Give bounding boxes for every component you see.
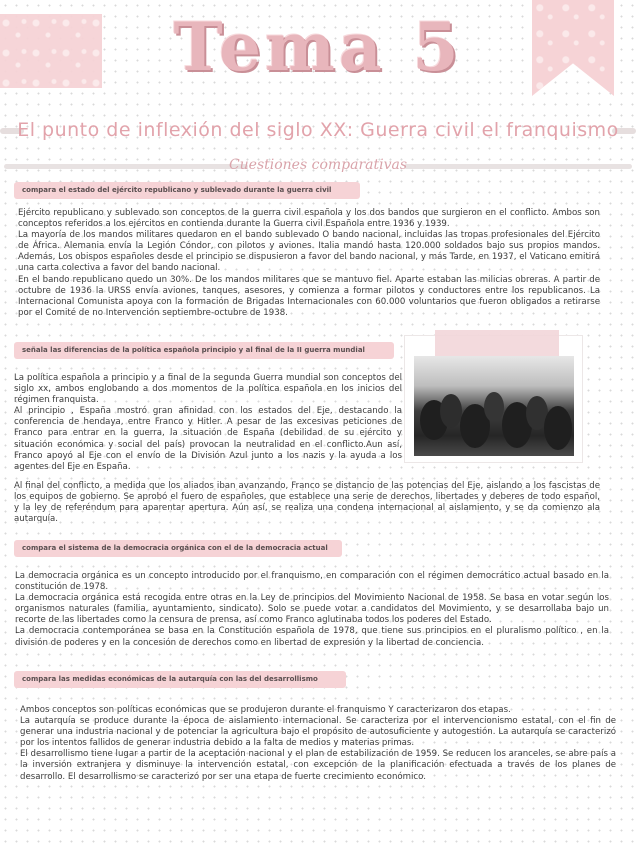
answer-2-top [14,373,402,473]
section-label: Cuestiones comparativas [228,157,408,173]
answer-3-paragraph: La democracia contemporánea se basa en la Constitución española de 1978, que tiene sus principios en el pluralismo político , en la división de poderes y en la concesión de derechos como en libertad de expresión y la libertad de conciencia. [15,626,609,648]
section-divider [0,157,636,177]
answer-4 [20,705,616,783]
answer-2-paragraph: Al principio , España mostró gran afinidad con los estados del Eje, destacando la conferencia de hendaya, entre Franco y Hitler. A pesar de las excesivas peticiones de Franco para entrar en la guerra, la situación de España (debilidad de su ejército y situación económica y social del país) provocan la neutralidad en el conflicto.Aun así, Franco apoyó al Eje con el envío de la División Azul junto a los nazis y la ayuda a los agentes del Eje en España. [14,406,402,472]
photo-tape-decoration [435,330,559,356]
answer-1-paragraph: Ejército republicano y sublevado son conceptos de la guerra civil española y los dos bandos que surgieron en el conflicto. Ambos son conceptos referidos a los ejércitos en contienda durante la Guerra civil Española entre 1936 y 1939. [18,208,600,230]
page-title: Tema 5 [173,8,463,86]
historical-photo [414,356,574,456]
question-heading-1: compara el estado del ejército republicano y sublevado durante la guerra civil [14,182,360,199]
answer-3 [15,571,609,649]
answer-2-paragraph: La política española a principio y a final de la segunda Guerra mundial son conceptos del siglo xx, ambos englobando a dos momentos de la política española en los inicios del régimen franquista. [14,373,402,406]
answer-3-paragraph: La democracia orgánica es un concepto introducido por el franquismo, en comparación con el régimen democrático actual basado en la constitución de 1978. [15,571,609,593]
question-heading-3: compara el sistema de la democracia orgánica con el de la democracia actual [14,540,342,557]
answer-2-paragraph: Al final del conflicto, a medida que los aliados iban avanzando, Franco se distancio de las potencias del Eje, aislando a los fascistas de los equipos de gobierno. Se aprobó el fuero de españoles, que establece una serie de derechos, libertades y deberes de todo español, y la ley de referéndum para aparentar apertura. Aún así, se realiza una condena internacional al aislamiento, y se da comienzo ala autarquía. [14,481,600,525]
answer-2-bottom [14,481,600,525]
answer-1 [18,208,600,319]
answer-3-paragraph: La democracia orgánica está recogida entre otras en la Ley de principios del Movimiento Nacional de 1958. Se basa en votar según los organismos naturales (familia, ayuntamiento, sindicato). Solo se puede votar a candidatos del Movimiento, y se desarrollaba bajo un recorte de las libertades como la censura de prensa, así como Franco aglutinaba todos los poderes del Estado. [15,593,609,626]
question-heading-2: señala las diferencias de la política española principio y al final de la II guerra mundial [14,342,394,359]
answer-1-paragraph: En el bando republicano quedo un 30%. De los mandos militares que se mantuvo fiel. Aparte estaban las milicias obreras. A partir de octubre de 1936 la URSS envía aviones, tanques, asesores, y comienza a formar pilotos y conductores entre los republicanos. La Internacional Comunista apoya con la formación de Brigadas Internacionales con 60.000 voluntarios que fueron obligados a retirarse por el Comité de no Intervención septiembre-octubre de 1938. [18,274,600,318]
answer-4-paragraph: La autarquía se produce durante la época de aislamiento internacional. Se caracteriza por el intervencionismo estatal, con el fin de generar una industria nacional y de potenciar la agricultura bajo el propósito de autosuficiente y autogestión. La autarquía se caracterizó por los intentos fallidos de generar industria debido a la falta de medios y materias primas. [20,716,616,749]
answer-4-paragraph: El desarrollismo tiene lugar a partir de la aceptación nacional y el plan de estabilización de 1959. Se reducen los aranceles, se abre país a la inversión extranjera y disminuye la intervención estatal, con excepción de la planificación efectuada a través de los planes de desarrollo. El desarrollismo se caracterizó por ser una etapa de fuerte crecimiento económico. [20,749,616,782]
answer-4-paragraph: Ambos conceptos son políticas económicas que se produjeron durante el franquismo Y caracterizaron dos etapas. [20,705,511,715]
question-heading-4: compara las medidas económicas de la autarquía con las del desarrollismo [14,671,346,688]
answer-1-paragraph: La mayoría de los mandos militares quedaron en el bando sublevado O bando nacional, incluidas las tropas profesionales del Ejército de África. Alemania envía la Legión Cóndor, con pilotos y aviones. Italia mandó hasta 120.000 soldados bajo sus propios mandos. Además, Los obispos españoles desde el principio se dispusieron a favor del bando nacional, y más Tarde, en 1937, el Vaticano emitirá una carta colectiva a favor del bando nacional. [18,230,600,274]
topic-title: El punto de inflexión del siglo XX: Guerra civil el franquismo [17,119,619,141]
